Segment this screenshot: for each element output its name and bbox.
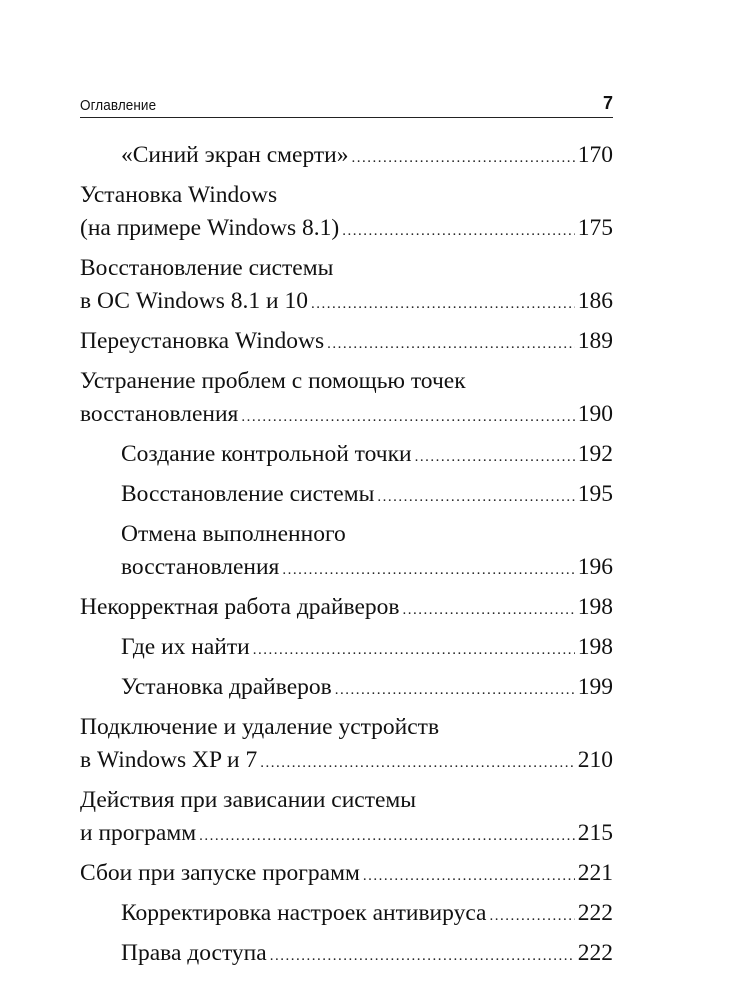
- toc-page-number: 170: [577, 142, 613, 168]
- toc-entry[interactable]: [80, 438, 613, 474]
- toc-entry-title-line: Установка Windows: [80, 182, 278, 208]
- toc-entry[interactable]: [80, 631, 613, 667]
- toc-entry[interactable]: [80, 325, 613, 361]
- toc-page-number: 215: [577, 820, 613, 846]
- toc-entry-last-line: [121, 139, 613, 175]
- dot-leader: [377, 481, 574, 514]
- dot-leader: [282, 554, 574, 587]
- toc-entry-title-line: восстановления: [80, 401, 239, 427]
- dot-leader: [241, 401, 574, 434]
- toc-entry[interactable]: [80, 179, 613, 248]
- dot-leader: [270, 940, 575, 973]
- toc-entry-title-line: и программ: [80, 820, 197, 846]
- dot-leader: [335, 674, 575, 707]
- toc-entry[interactable]: [80, 784, 613, 853]
- toc-entry-title-line: Восстановление системы: [121, 481, 375, 507]
- toc-entry-last-line: [121, 438, 613, 474]
- toc-page-number: 222: [577, 940, 613, 966]
- toc-entry-title-line: Сбои при запуске программ: [80, 860, 360, 886]
- toc-page-number: 210: [577, 747, 613, 773]
- table-of-contents: [80, 139, 613, 977]
- toc-entry[interactable]: [80, 591, 613, 627]
- dot-leader: [403, 594, 575, 627]
- toc-entry-title-line: (на примере Windows 8.1): [80, 215, 340, 241]
- dot-leader: [260, 747, 575, 780]
- header-page-number: 7: [602, 93, 613, 113]
- toc-page-number: 198: [577, 594, 613, 620]
- toc-entry-last-line: [121, 631, 613, 667]
- dot-leader: [199, 820, 575, 853]
- toc-entry-title-line: Отмена выполненного: [121, 521, 346, 547]
- toc-entry-last-line: [80, 857, 613, 893]
- toc-entry[interactable]: [80, 671, 613, 707]
- toc-entry-last-line: [121, 897, 613, 933]
- dot-leader: [363, 860, 575, 893]
- toc-entry-title-line: Права доступа: [121, 940, 267, 966]
- toc-entry[interactable]: [80, 365, 613, 434]
- toc-entry-title-line: «Синий экран смерти»: [121, 142, 349, 168]
- dot-leader: [489, 900, 574, 933]
- toc-entry-last-line: [80, 398, 613, 434]
- toc-page-number: 196: [577, 554, 613, 580]
- toc-page-number: 221: [577, 860, 613, 886]
- toc-entry-last-line: [80, 212, 613, 248]
- dot-leader: [253, 634, 575, 667]
- toc-page-number: 198: [577, 634, 613, 660]
- toc-entry-title-line: Переустановка Windows: [80, 328, 325, 354]
- toc-page-number: 190: [577, 401, 613, 427]
- toc-entry[interactable]: [80, 857, 613, 893]
- toc-entry[interactable]: [80, 897, 613, 933]
- toc-entry[interactable]: [80, 478, 613, 514]
- toc-page-number: 195: [577, 481, 613, 507]
- toc-entry-title-line: Установка драйверов: [121, 674, 332, 700]
- toc-entry-title-line: Подключение и удаление устройств: [80, 714, 440, 740]
- toc-entry-last-line: [80, 591, 613, 627]
- toc-entry-title-line: в ОС Windows 8.1 и 10: [80, 288, 308, 314]
- toc-entry[interactable]: [80, 139, 613, 175]
- toc-entry[interactable]: [80, 937, 613, 973]
- toc-entry-title-line: Где их найти: [121, 634, 250, 660]
- running-header: [80, 95, 613, 118]
- dot-leader: [311, 288, 575, 321]
- toc-page-number: 199: [577, 674, 613, 700]
- toc-entry[interactable]: [80, 711, 613, 780]
- toc-entry-title-line: Некорректная работа драйверов: [80, 594, 400, 620]
- toc-page-number: 186: [577, 288, 613, 314]
- toc-entry-last-line: [121, 937, 613, 973]
- toc-page-number: 189: [577, 328, 613, 354]
- toc-entry-title-line: Устранение проблем с помощью точек: [80, 368, 466, 394]
- toc-page-number: 175: [577, 215, 613, 241]
- toc-entry[interactable]: [80, 252, 613, 321]
- toc-page-number: 192: [577, 441, 613, 467]
- dot-leader: [352, 142, 575, 175]
- dot-leader: [342, 215, 575, 248]
- toc-entry-last-line: [80, 817, 613, 853]
- toc-entry-last-line: [80, 325, 613, 361]
- toc-entry-last-line: [121, 671, 613, 707]
- toc-entry-last-line: [80, 285, 613, 321]
- toc-entry-last-line: [121, 551, 613, 587]
- header-title: Оглавление: [80, 97, 157, 114]
- toc-page-number: 222: [577, 900, 613, 926]
- toc-entry[interactable]: [80, 518, 613, 587]
- dot-leader: [415, 441, 575, 474]
- toc-entry-title-line: восстановления: [121, 554, 280, 580]
- toc-entry-title-line: в Windows XP и 7: [80, 747, 258, 773]
- toc-entry-title-line: Создание контрольной точки: [121, 441, 412, 467]
- toc-entry-last-line: [80, 744, 613, 780]
- dot-leader: [327, 328, 575, 361]
- toc-entry-title-line: Действия при зависании системы: [80, 787, 417, 813]
- toc-entry-title-line: Корректировка настроек антивируса: [121, 900, 487, 926]
- toc-entry-last-line: [121, 478, 613, 514]
- toc-entry-title-line: Восстановление системы: [80, 255, 334, 281]
